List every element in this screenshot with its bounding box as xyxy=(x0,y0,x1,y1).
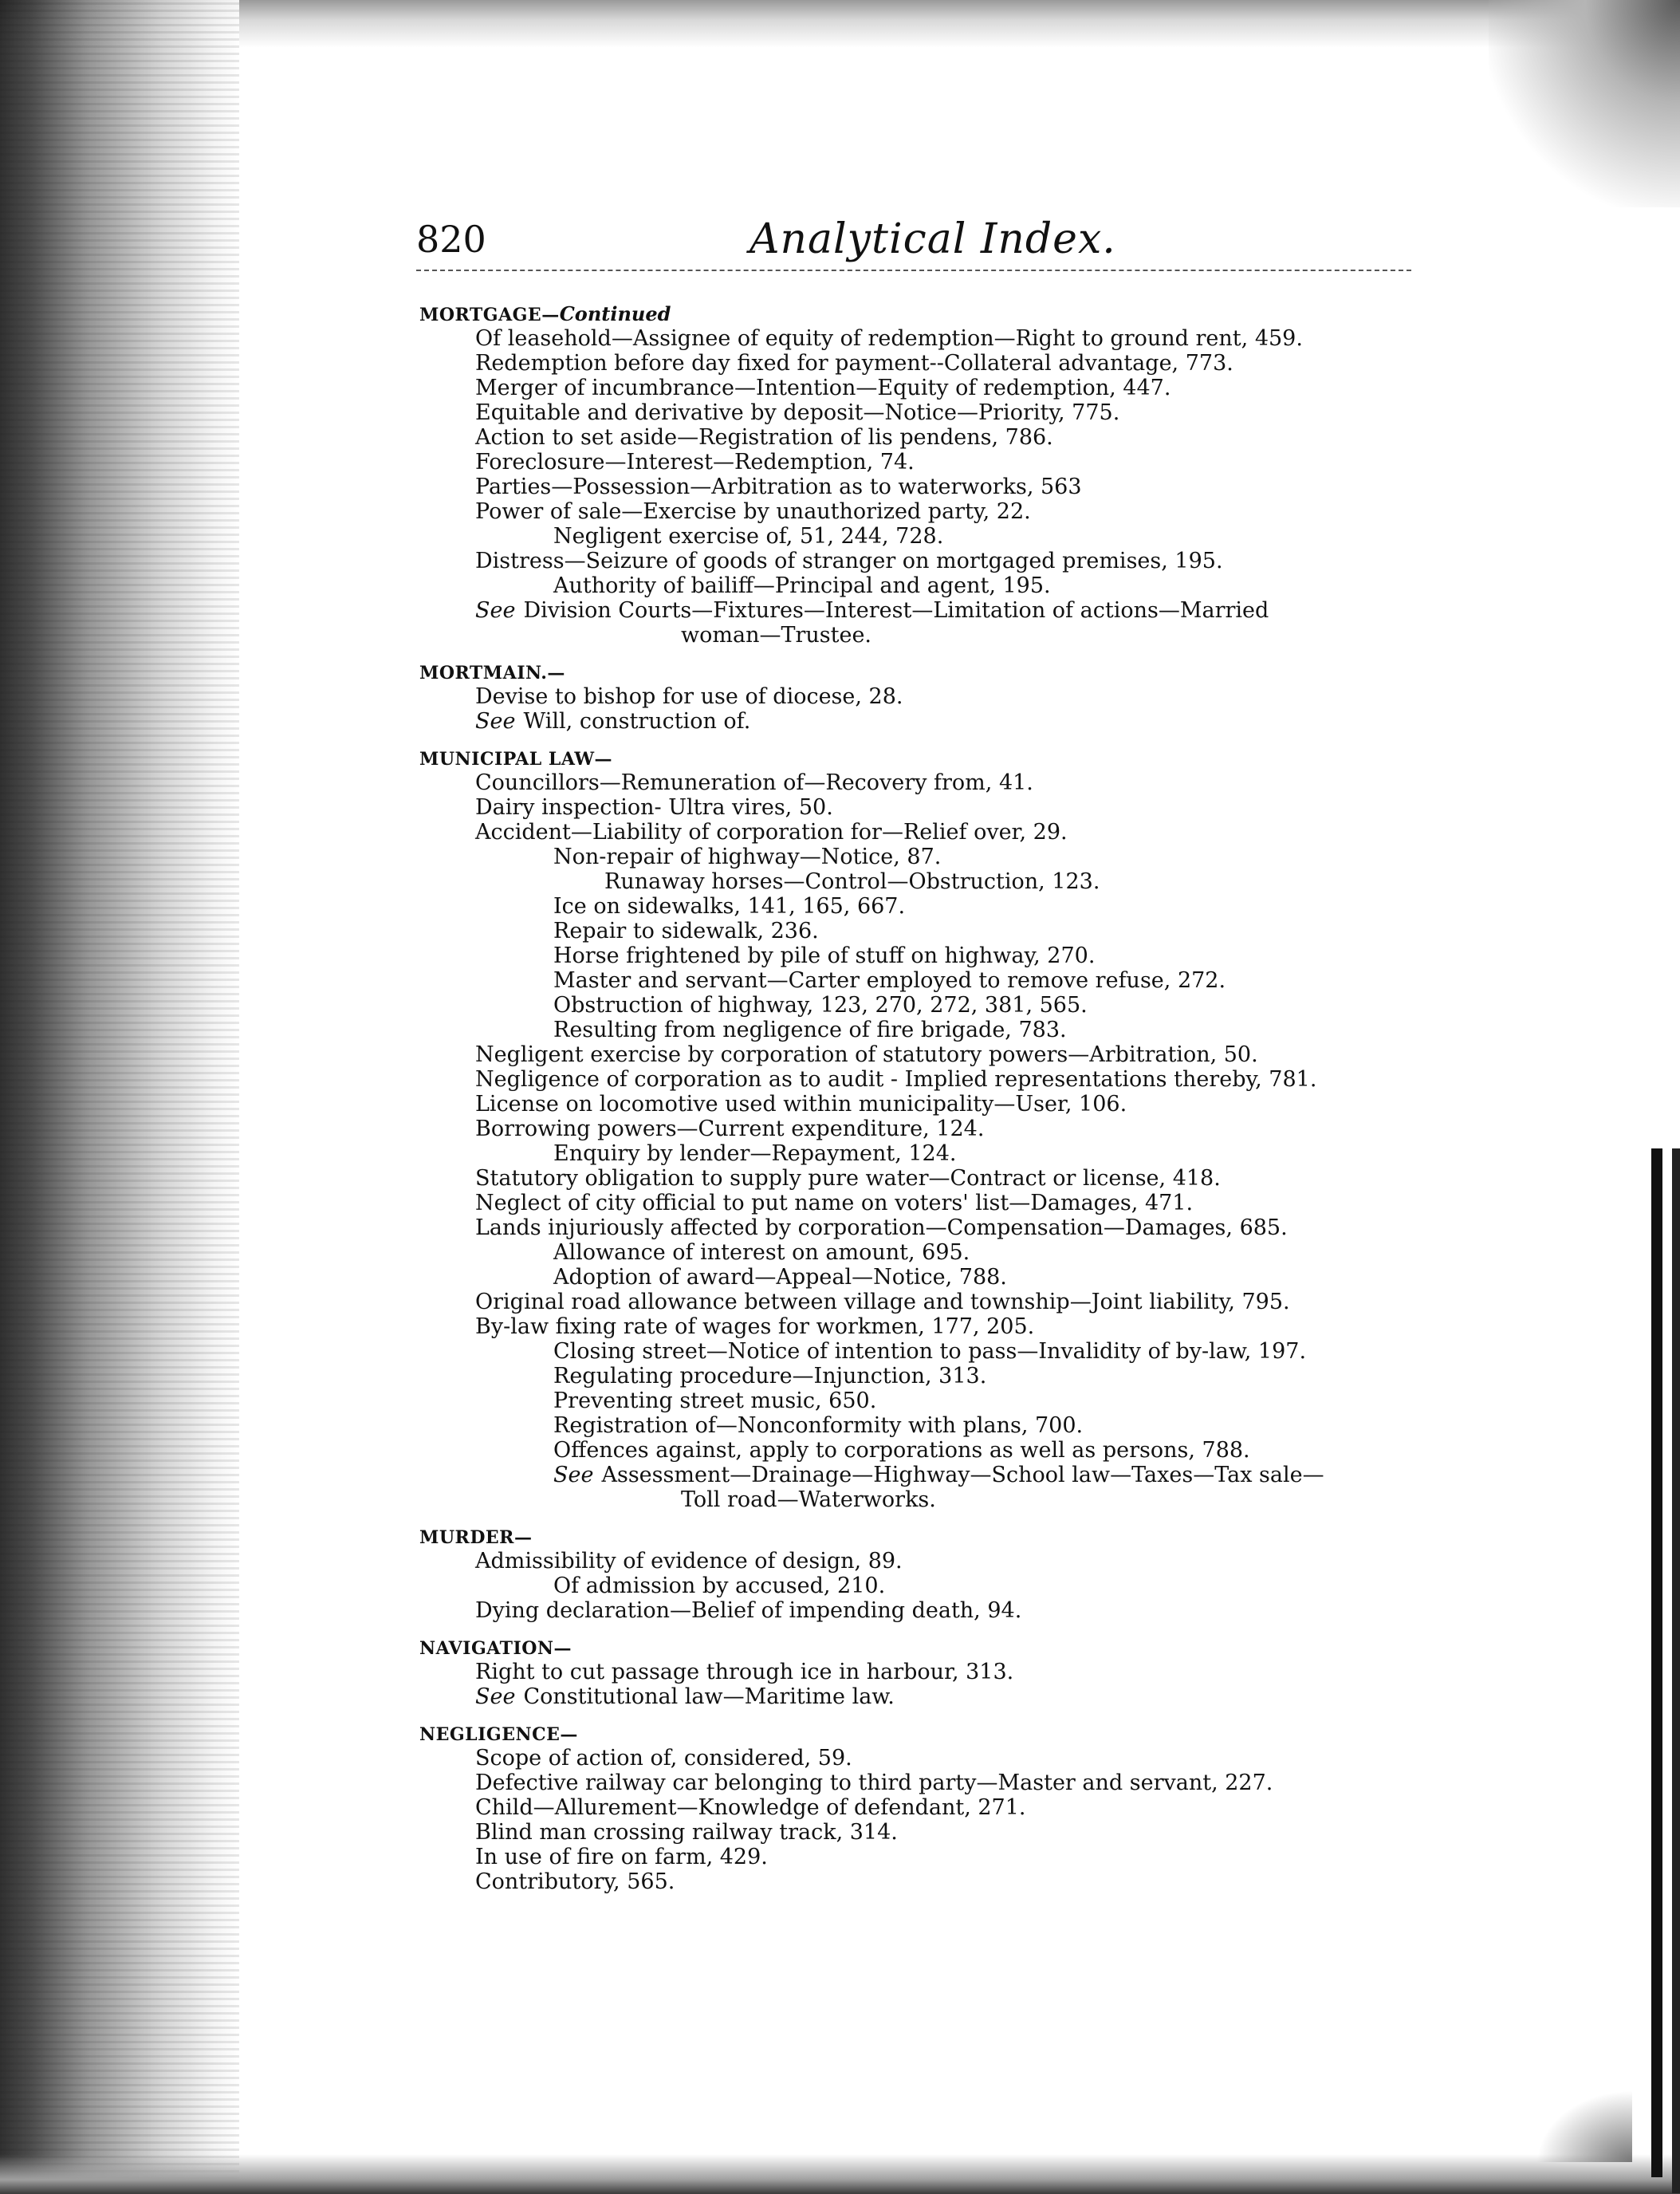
scan-edge-top xyxy=(0,0,1680,48)
entry-heading-text: NEGLIGENCE— xyxy=(419,1724,578,1745)
entry-line-text: Merger of incumbrance—Intention—Equity of redemption, 447. xyxy=(475,376,1171,400)
entry-line xyxy=(419,1117,1456,1141)
index-entry xyxy=(419,1637,1456,1709)
see-reference: See xyxy=(475,709,516,734)
entry-line-text: Blind man crossing railway track, 314. xyxy=(475,1820,898,1845)
entry-line xyxy=(419,1771,1456,1795)
entry-line-text: Admissibility of evidence of design, 89. xyxy=(475,1549,903,1574)
entry-line xyxy=(419,1339,1456,1364)
entry-line xyxy=(419,1265,1456,1290)
entry-line-text: Power of sale—Exercise by unauthorized party, 22. xyxy=(475,499,1031,524)
entry-line-text: Original road allowance between village and township—Joint liability, 795. xyxy=(475,1290,1290,1314)
entry-line-text: In use of fire on farm, 429. xyxy=(475,1845,768,1869)
entry-line xyxy=(419,684,1456,709)
entry-heading xyxy=(419,1526,1456,1549)
entry-line-text: Equitable and derivative by deposit—Notice—Priority, 775. xyxy=(475,400,1120,425)
entry-line-text: Ice on sidewalks, 141, 165, 667. xyxy=(553,894,906,919)
entry-line xyxy=(419,1598,1456,1623)
entry-line xyxy=(419,1240,1456,1265)
see-reference: See xyxy=(475,1684,516,1709)
entry-line-text: Lands injuriously affected by corporation—Compensation—Damages, 685. xyxy=(475,1215,1288,1240)
index-entry xyxy=(419,1526,1456,1623)
scan-edge-right-shadow xyxy=(1672,1148,1680,2193)
entry-line xyxy=(419,1684,1456,1709)
entry-line-text: Action to set aside—Registration of lis pendens, 786. xyxy=(475,425,1053,450)
entry-heading xyxy=(419,1723,1456,1746)
entry-line xyxy=(419,919,1456,943)
entry-line xyxy=(419,1042,1456,1067)
index-entry xyxy=(419,748,1456,1512)
entry-line xyxy=(419,1869,1456,1894)
entry-line xyxy=(419,351,1456,376)
entry-line xyxy=(419,1364,1456,1388)
entry-line xyxy=(419,943,1456,968)
index-entry xyxy=(419,662,1456,734)
entry-heading-text: MORTGAGE— xyxy=(419,305,560,325)
see-reference: See xyxy=(475,598,516,623)
entry-line xyxy=(419,820,1456,845)
entry-line xyxy=(419,1141,1456,1166)
entry-line xyxy=(419,499,1456,524)
entry-line-text: Of admission by accused, 210. xyxy=(553,1574,886,1598)
entry-line xyxy=(419,709,1456,734)
entry-line xyxy=(419,376,1456,400)
entry-line xyxy=(419,1487,1456,1512)
entry-heading xyxy=(419,303,1456,326)
entry-line-text: Dairy inspection- Ultra vires, 50. xyxy=(475,795,833,820)
entry-line-text: Division Courts—Fixtures—Interest—Limitation of actions—Married xyxy=(523,598,1269,623)
entry-heading xyxy=(419,748,1456,770)
scan-edge-right-bottom xyxy=(1536,2090,1632,2162)
scan-edge-bottom xyxy=(0,2154,1680,2194)
entry-line xyxy=(419,1438,1456,1463)
entry-line-text: Toll road—Waterworks. xyxy=(681,1487,936,1512)
entry-line-text: Scope of action of, considered, 59. xyxy=(475,1746,852,1771)
entry-line-text: Authority of bailiff—Principal and agent, 195. xyxy=(553,573,1051,598)
entry-line-text: Dying declaration—Belief of impending death, 94. xyxy=(475,1598,1022,1623)
entry-line-text: Devise to bishop for use of diocese, 28. xyxy=(475,684,903,709)
entry-line xyxy=(419,770,1456,795)
index-body xyxy=(419,303,1456,1908)
entry-line xyxy=(419,475,1456,499)
header-rule xyxy=(416,270,1411,271)
entry-line-text: Distress—Seizure of goods of stranger on mortgaged premises, 195. xyxy=(475,549,1223,573)
scan-edge-right-top xyxy=(1489,0,1680,207)
entry-line xyxy=(419,573,1456,598)
entry-line xyxy=(419,524,1456,549)
entry-line xyxy=(419,968,1456,993)
entry-line-text: Foreclosure—Interest—Redemption, 74. xyxy=(475,450,915,475)
entry-line-text: Non-repair of highway—Notice, 87. xyxy=(553,845,942,869)
scan-edge-left xyxy=(0,0,239,2194)
entry-line xyxy=(419,1660,1456,1684)
entry-line xyxy=(419,326,1456,351)
entry-line xyxy=(419,425,1456,450)
entry-heading-text: MURDER— xyxy=(419,1527,533,1548)
entry-line-text: Assessment—Drainage—Highway—School law—Taxes—Tax sale— xyxy=(601,1463,1324,1487)
entry-line xyxy=(419,1018,1456,1042)
entry-line-text: Negligent exercise of, 51, 244, 728. xyxy=(553,524,944,549)
entry-line-text: Negligent exercise by corporation of statutory powers—Arbitration, 50. xyxy=(475,1042,1258,1067)
entry-heading-text: NAVIGATION— xyxy=(419,1638,572,1659)
entry-line xyxy=(419,1549,1456,1574)
scan-edge-right-bar xyxy=(1651,1148,1662,2177)
entry-line-text: Negligence of corporation as to audit - Implied representations thereby, 781. xyxy=(475,1067,1317,1092)
entry-line-text: Councillors—Remuneration of—Recovery from, 41. xyxy=(475,770,1033,795)
entry-line-text: Borrowing powers—Current expenditure, 124. xyxy=(475,1117,985,1141)
entry-line-text: Horse frightened by pile of stuff on highway, 270. xyxy=(553,943,1096,968)
entry-line xyxy=(419,1067,1456,1092)
entry-line-text: Repair to sidewalk, 236. xyxy=(553,919,819,943)
entry-heading xyxy=(419,1637,1456,1660)
entry-line-text: Redemption before day fixed for payment--Collateral advantage, 773. xyxy=(475,351,1233,376)
entry-line xyxy=(419,1388,1456,1413)
entry-line xyxy=(419,400,1456,425)
index-entry xyxy=(419,1723,1456,1894)
entry-line-text: Defective railway car belonging to third party—Master and servant, 227. xyxy=(475,1771,1273,1795)
entry-line-text: Obstruction of highway, 123, 270, 272, 381, 565. xyxy=(553,993,1088,1018)
entry-line xyxy=(419,1215,1456,1240)
entry-line-text: Regulating procedure—Injunction, 313. xyxy=(553,1364,987,1388)
entry-line xyxy=(419,450,1456,475)
entry-heading-text: MUNICIPAL LAW— xyxy=(419,749,613,770)
entry-line-text: Enquiry by lender—Repayment, 124. xyxy=(553,1141,957,1166)
entry-line-text: Offences against, apply to corporations as well as persons, 788. xyxy=(553,1438,1250,1463)
entry-line-text: Parties—Possession—Arbitration as to waterworks, 563 xyxy=(475,475,1082,499)
continued-label: Continued xyxy=(559,302,671,325)
entry-line xyxy=(419,1574,1456,1598)
entry-heading xyxy=(419,662,1456,684)
entry-line-text: Accident—Liability of corporation for—Relief over, 29. xyxy=(475,820,1068,845)
page-number: 820 xyxy=(416,218,486,261)
entry-line-text: Master and servant—Carter employed to remove refuse, 272. xyxy=(553,968,1226,993)
running-title: Analytical Index. xyxy=(750,215,1116,263)
entry-line-text: Child—Allurement—Knowledge of defendant, 271. xyxy=(475,1795,1026,1820)
entry-line-text: Registration of—Nonconformity with plans, 700. xyxy=(553,1413,1084,1438)
entry-line-text: Statutory obligation to supply pure water—Contract or license, 418. xyxy=(475,1166,1221,1191)
entry-line xyxy=(419,1463,1456,1487)
entry-line xyxy=(419,869,1456,894)
entry-line xyxy=(419,623,1456,648)
entry-line-text: Allowance of interest on amount, 695. xyxy=(553,1240,970,1265)
entry-line xyxy=(419,1413,1456,1438)
entry-line-text: Constitutional law—Maritime law. xyxy=(523,1684,895,1709)
entry-line xyxy=(419,1290,1456,1314)
entry-line-text: Contributory, 565. xyxy=(475,1869,675,1894)
entry-line-text: Of leasehold—Assignee of equity of redemption—Right to ground rent, 459. xyxy=(475,326,1303,351)
entry-line-text: Right to cut passage through ice in harbour, 313. xyxy=(475,1660,1014,1684)
entry-line xyxy=(419,1746,1456,1771)
entry-line xyxy=(419,993,1456,1018)
entry-line-text: Preventing street music, 650. xyxy=(553,1388,877,1413)
entry-line-text: Will, construction of. xyxy=(523,709,751,734)
entry-line-text: Neglect of city official to put name on voters' list—Damages, 471. xyxy=(475,1191,1194,1215)
entry-line xyxy=(419,894,1456,919)
entry-line xyxy=(419,1845,1456,1869)
entry-line-text: woman—Trustee. xyxy=(681,623,872,648)
entry-line-text: License on locomotive used within municipality—User, 106. xyxy=(475,1092,1127,1117)
entry-line xyxy=(419,1820,1456,1845)
entry-heading-text: MORTMAIN.— xyxy=(419,663,565,683)
entry-line xyxy=(419,598,1456,623)
entry-line-text: Runaway horses—Control—Obstruction, 123. xyxy=(604,869,1100,894)
entry-line-text: Resulting from negligence of fire brigade, 783. xyxy=(553,1018,1067,1042)
entry-line xyxy=(419,845,1456,869)
see-reference: See xyxy=(553,1463,594,1487)
entry-line-text: Adoption of award—Appeal—Notice, 788. xyxy=(553,1265,1007,1290)
entry-line xyxy=(419,549,1456,573)
entry-line-text: By-law fixing rate of wages for workmen, 177, 205. xyxy=(475,1314,1035,1339)
entry-line xyxy=(419,795,1456,820)
entry-line xyxy=(419,1191,1456,1215)
entry-line xyxy=(419,1166,1456,1191)
entry-line-text: Closing street—Notice of intention to pass—Invalidity of by-law, 197. xyxy=(553,1339,1307,1364)
entry-line xyxy=(419,1314,1456,1339)
index-entry xyxy=(419,303,1456,648)
entry-line xyxy=(419,1795,1456,1820)
entry-line xyxy=(419,1092,1456,1117)
